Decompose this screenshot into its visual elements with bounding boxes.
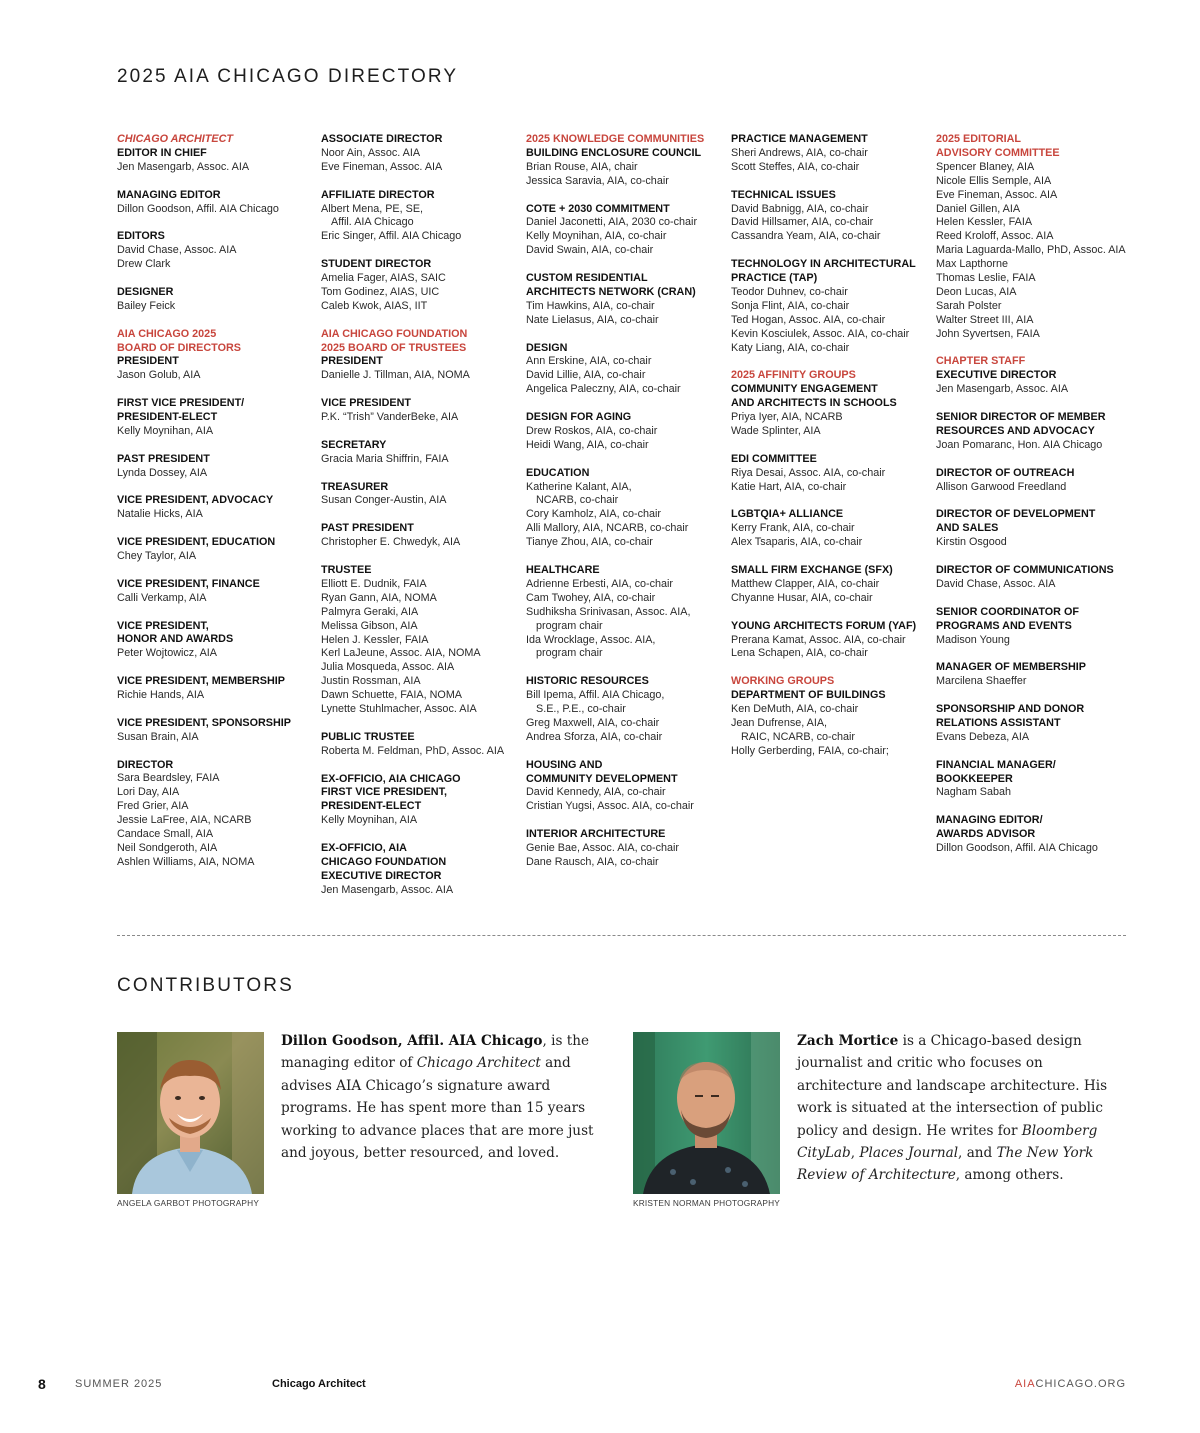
member-name: Ted Hogan, Assoc. AIA, co-chair bbox=[731, 313, 886, 326]
member-name: Dillon Goodson, Affil. AIA Chicago bbox=[117, 202, 279, 215]
role-heading: PROGRAMS AND EVENTS bbox=[936, 619, 1072, 632]
member-name: Jen Masengarb, Assoc. AIA bbox=[321, 883, 454, 896]
bio-text: , among others. bbox=[955, 1167, 1064, 1184]
member-name: Scott Steffes, AIA, co-chair bbox=[731, 160, 860, 173]
member-name: Julia Mosqueda, Assoc. AIA bbox=[321, 661, 455, 674]
directory-entry bbox=[731, 508, 936, 550]
role-heading: VICE PRESIDENT, bbox=[117, 619, 209, 632]
directory-entry bbox=[117, 759, 322, 870]
role-heading: EDITORS bbox=[117, 230, 165, 243]
page-number: 8 bbox=[38, 1376, 46, 1392]
member-name: David Chase, Assoc. AIA bbox=[936, 577, 1056, 590]
role-heading: VICE PRESIDENT, MEMBERSHIP bbox=[117, 675, 285, 688]
bio-text: and advises AIA Chicago’s signature award programs. He has spent more than 15 years working to advance places that are more just and joyous, better resourced, and loved. bbox=[281, 1055, 594, 1162]
role-heading: VICE PRESIDENT, SPONSORSHIP bbox=[117, 716, 291, 729]
member-name: Cassandra Yeam, AIA, co-chair bbox=[731, 230, 881, 243]
member-name: Bailey Feick bbox=[117, 299, 176, 312]
contributor-bio-1 bbox=[281, 1030, 596, 1164]
role-heading: BUILDING ENCLOSURE COUNCIL bbox=[526, 146, 702, 159]
directory-entry bbox=[321, 328, 526, 384]
directory-section-title: 2025 BOARD OF TRUSTEES bbox=[321, 341, 467, 354]
member-name: David Chase, Assoc. AIA bbox=[117, 244, 237, 257]
role-heading: COMMUNITY DEVELOPMENT bbox=[526, 772, 678, 785]
role-heading: YOUNG ARCHITECTS FORUM (YAF) bbox=[731, 619, 917, 632]
member-name: Albert Mena, PE, SE, bbox=[321, 202, 424, 215]
directory-entry bbox=[117, 453, 322, 481]
directory-entry bbox=[526, 411, 731, 453]
member-name: Drew Clark bbox=[117, 258, 171, 271]
member-name: Susan Brain, AIA bbox=[117, 730, 199, 743]
member-name: Tianye Zhou, AIA, co-chair bbox=[526, 536, 653, 549]
role-heading: AND ARCHITECTS IN SCHOOLS bbox=[731, 397, 897, 410]
directory-entry bbox=[526, 675, 731, 745]
directory-entry bbox=[321, 258, 526, 314]
section-divider bbox=[117, 935, 1126, 936]
member-name: Caleb Kwok, AIAS, IIT bbox=[321, 299, 428, 312]
member-name: Kevin Kosciulek, Assoc. AIA, co-chair bbox=[731, 327, 910, 340]
bio-text: Bloomberg CityLab bbox=[797, 1122, 1098, 1162]
role-heading: ARCHITECTS NETWORK (CRAN) bbox=[526, 285, 696, 298]
directory-entry bbox=[526, 342, 731, 398]
role-heading: DIRECTOR OF OUTREACH bbox=[936, 466, 1075, 479]
directory-entry bbox=[936, 355, 1136, 397]
member-name: Kerry Frank, AIA, co-chair bbox=[731, 522, 855, 535]
directory-entry bbox=[117, 328, 322, 384]
member-name: Angelica Paleczny, AIA, co-chair bbox=[526, 383, 681, 396]
member-name: Jean Dufrense, AIA, bbox=[731, 716, 828, 729]
directory-section-title: BOARD OF DIRECTORS bbox=[117, 341, 241, 354]
member-name: Daniel Gillen, AIA bbox=[936, 202, 1021, 215]
directory-section-title: WORKING GROUPS bbox=[731, 675, 835, 688]
directory-entry bbox=[117, 536, 322, 564]
member-name: Calli Verkamp, AIA bbox=[117, 591, 207, 604]
member-name: program chair bbox=[536, 647, 603, 660]
directory-entry bbox=[117, 397, 322, 439]
contributors-title: CONTRIBUTORS bbox=[117, 975, 294, 996]
page-title: 2025 AIA CHICAGO DIRECTORY bbox=[117, 66, 459, 87]
member-name: Cristian Yugsi, Assoc. AIA, co-chair bbox=[526, 800, 694, 813]
member-name: Amelia Fager, AIAS, SAIC bbox=[321, 272, 446, 285]
role-heading: ASSOCIATE DIRECTOR bbox=[321, 133, 443, 145]
directory-entry bbox=[526, 467, 731, 550]
member-name: Tom Godinez, AIAS, UIC bbox=[321, 285, 440, 298]
page-footer bbox=[0, 1376, 1200, 1396]
member-name: Justin Rossman, AIA bbox=[321, 675, 421, 688]
directory-section-title: 2025 KNOWLEDGE COMMUNITIES bbox=[526, 133, 705, 145]
directory-entry bbox=[117, 717, 322, 745]
member-name: Holly Gerberding, FAIA, co-chair; bbox=[731, 744, 889, 757]
directory-entry bbox=[526, 828, 731, 870]
role-heading: AWARDS ADVISOR bbox=[936, 828, 1036, 841]
directory-section-title: 2025 EDITORIAL bbox=[936, 133, 1022, 145]
member-name: Jen Masengarb, Assoc. AIA bbox=[117, 160, 250, 173]
directory-entry bbox=[936, 564, 1136, 592]
member-name: Teodor Duhnev, co-chair bbox=[731, 285, 848, 298]
role-heading: TECHNOLOGY IN ARCHITECTURAL bbox=[731, 258, 916, 271]
member-name: Jason Golub, AIA bbox=[117, 369, 201, 382]
role-heading: SPONSORSHIP AND DONOR bbox=[936, 703, 1085, 716]
member-name: Kerl LaJeune, Assoc. AIA, NOMA bbox=[321, 647, 481, 660]
role-heading: PAST PRESIDENT bbox=[321, 522, 414, 535]
member-name: Maria Laguarda-Mallo, PhD, Assoc. AIA bbox=[936, 244, 1126, 257]
member-name: Lynda Dossey, AIA bbox=[117, 466, 208, 479]
role-heading: EX-OFFICIO, AIA bbox=[321, 842, 407, 855]
member-name: Katie Hart, AIA, co-chair bbox=[731, 480, 847, 493]
member-name: Richie Hands, AIA bbox=[117, 689, 205, 702]
member-name: Jen Masengarb, Assoc. AIA bbox=[936, 383, 1069, 396]
member-name: Sudhiksha Srinivasan, Assoc. AIA, bbox=[526, 605, 691, 618]
directory-section-title: ADVISORY COMMITTEE bbox=[936, 146, 1060, 159]
member-name: Thomas Leslie, FAIA bbox=[936, 272, 1036, 285]
member-name: Tim Hawkins, AIA, co-chair bbox=[526, 299, 655, 312]
role-heading: FIRST VICE PRESIDENT/ bbox=[117, 397, 245, 410]
role-heading: TREASURER bbox=[321, 480, 389, 493]
role-heading: HEALTHCARE bbox=[526, 564, 600, 576]
bio-text: , bbox=[850, 1145, 860, 1162]
member-name: Gracia Maria Shiffrin, FAIA bbox=[321, 452, 449, 465]
role-heading: HONOR AND AWARDS bbox=[117, 633, 234, 646]
website-label bbox=[1015, 1378, 1126, 1390]
photo-credit-2: KRISTEN NORMAN PHOTOGRAPHY bbox=[633, 1198, 781, 1208]
role-heading: DEPARTMENT OF BUILDINGS bbox=[731, 689, 886, 702]
member-name: Sara Beardsley, FAIA bbox=[117, 772, 220, 785]
role-heading: EDITOR IN CHIEF bbox=[117, 146, 207, 159]
directory-entry bbox=[321, 133, 526, 175]
bio-text: is a Chicago-based design journalist and critic who focuses on architecture and landscape architecture. His work is situated at the intersection of public policy and design. He writes for bbox=[797, 1033, 1108, 1139]
member-name: Sheri Andrews, AIA, co-chair bbox=[731, 146, 868, 159]
role-heading: FIRST VICE PRESIDENT, bbox=[321, 786, 447, 799]
member-name: Christopher E. Chwedyk, AIA bbox=[321, 536, 461, 549]
role-heading: DIRECTOR OF DEVELOPMENT bbox=[936, 508, 1096, 521]
directory-entry bbox=[321, 522, 526, 550]
role-heading: CHICAGO FOUNDATION bbox=[321, 855, 447, 868]
member-name: Chyanne Husar, AIA, co-chair bbox=[731, 591, 873, 604]
directory-section-title: CHAPTER STAFF bbox=[936, 355, 1026, 368]
directory-section-title: CHICAGO ARCHITECT bbox=[117, 133, 233, 145]
member-name: Jessica Saravia, AIA, co-chair bbox=[526, 174, 669, 187]
member-name: Elliott E. Dudnik, FAIA bbox=[321, 577, 427, 590]
member-name: Drew Roskos, AIA, co-chair bbox=[526, 424, 658, 437]
directory-entry bbox=[321, 481, 526, 509]
contributor-bio-2 bbox=[797, 1030, 1117, 1187]
member-name: Cory Kamholz, AIA, co-chair bbox=[526, 508, 662, 521]
directory-entry bbox=[526, 272, 731, 328]
member-name: Bill Ipema, Affil. AIA Chicago, bbox=[526, 689, 665, 702]
role-heading: HISTORIC RESOURCES bbox=[526, 675, 649, 688]
member-name: Spencer Blaney, AIA bbox=[936, 160, 1035, 173]
directory-entry bbox=[731, 369, 936, 439]
directory-entry bbox=[321, 842, 526, 898]
directory-column-5 bbox=[936, 133, 1136, 870]
member-name: David Hillsamer, AIA, co-chair bbox=[731, 216, 874, 229]
directory-entry bbox=[731, 620, 936, 662]
directory-column-4 bbox=[731, 133, 936, 773]
role-heading: CUSTOM RESIDENTIAL bbox=[526, 272, 648, 285]
role-heading: LGBTQIA+ ALLIANCE bbox=[731, 508, 844, 521]
bio-text: , is the managing editor of bbox=[281, 1033, 590, 1072]
role-heading: INTERIOR ARCHITECTURE bbox=[526, 828, 666, 841]
member-name: Matthew Clapper, AIA, co-chair bbox=[731, 577, 880, 590]
role-heading: PRACTICE MANAGEMENT bbox=[731, 133, 868, 145]
directory-entry bbox=[321, 564, 526, 717]
member-name: NCARB, co-chair bbox=[536, 494, 619, 507]
contributor-photo-dillon-goodson bbox=[117, 1032, 264, 1194]
member-name: Dawn Schuette, FAIA, NOMA bbox=[321, 689, 463, 702]
directory-entry bbox=[526, 564, 731, 661]
role-heading: RELATIONS ASSISTANT bbox=[936, 716, 1061, 729]
member-name: Brian Rouse, AIA, chair bbox=[526, 160, 638, 173]
member-name: Danielle J. Tillman, AIA, NOMA bbox=[321, 369, 470, 382]
role-heading: PRESIDENT-ELECT bbox=[321, 800, 422, 813]
directory-entry bbox=[936, 508, 1136, 550]
directory-column-3 bbox=[526, 133, 731, 884]
member-name: Evans Debeza, AIA bbox=[936, 730, 1030, 743]
member-name: Allison Garwood Freedland bbox=[936, 480, 1067, 493]
member-name: Ken DeMuth, AIA, co-chair bbox=[731, 703, 859, 716]
directory-column-2 bbox=[321, 133, 526, 912]
member-name: Joan Pomaranc, Hon. AIA Chicago bbox=[936, 438, 1103, 451]
member-name: Wade Splinter, AIA bbox=[731, 424, 821, 437]
member-name: program chair bbox=[536, 619, 603, 632]
member-name: Helen J. Kessler, FAIA bbox=[321, 633, 429, 646]
directory-entry bbox=[936, 467, 1136, 495]
role-heading: DESIGN FOR AGING bbox=[526, 411, 632, 424]
member-name: Cam Twohey, AIA, co-chair bbox=[526, 591, 656, 604]
role-heading: MANAGING EDITOR bbox=[117, 188, 221, 201]
directory-entry bbox=[117, 189, 322, 217]
member-name: Kelly Moynihan, AIA bbox=[321, 814, 418, 827]
member-name: Sarah Polster bbox=[936, 299, 1002, 312]
member-name: Eric Singer, Affil. AIA Chicago bbox=[321, 230, 462, 243]
directory-entry bbox=[936, 606, 1136, 648]
role-heading: FINANCIAL MANAGER/ bbox=[936, 758, 1056, 771]
role-heading: PUBLIC TRUSTEE bbox=[321, 730, 415, 743]
directory-entry bbox=[321, 189, 526, 245]
member-name: Daniel Jaconetti, AIA, 2030 co-chair bbox=[526, 216, 698, 229]
member-name: Max Lapthorne bbox=[936, 258, 1009, 271]
bio-text: , and bbox=[958, 1145, 997, 1162]
member-name: Affil. AIA Chicago bbox=[331, 216, 414, 229]
member-name: Ann Erskine, AIA, co-chair bbox=[526, 355, 652, 368]
role-heading: HOUSING AND bbox=[526, 758, 603, 771]
role-heading: EDI COMMITTEE bbox=[731, 452, 817, 465]
member-name: Sonja Flint, AIA, co-chair bbox=[731, 299, 850, 312]
role-heading: SENIOR DIRECTOR OF MEMBER bbox=[936, 411, 1106, 424]
member-name: Ashlen Williams, AIA, NOMA bbox=[117, 855, 255, 868]
role-heading: PRACTICE (TAP) bbox=[731, 272, 818, 285]
directory-entry bbox=[526, 133, 731, 189]
member-name: Kelly Moynihan, AIA bbox=[117, 424, 214, 437]
member-name: Katherine Kalant, AIA, bbox=[526, 480, 632, 493]
member-name: Palmyra Geraki, AIA bbox=[321, 605, 419, 618]
member-name: Fred Grier, AIA bbox=[117, 800, 189, 813]
member-name: Heidi Wang, AIA, co-chair bbox=[526, 438, 649, 451]
member-name: Eve Fineman, Assoc. AIA bbox=[321, 160, 443, 173]
directory-entry bbox=[731, 564, 936, 606]
member-name: RAIC, NCARB, co-chair bbox=[741, 730, 855, 743]
bio-text: Places Journal bbox=[859, 1145, 959, 1162]
role-heading: SMALL FIRM EXCHANGE (SFX) bbox=[731, 564, 893, 576]
member-name: Lena Schapen, AIA, co-chair bbox=[731, 647, 868, 660]
directory-entry bbox=[936, 661, 1136, 689]
member-name: Roberta M. Feldman, PhD, Assoc. AIA bbox=[321, 744, 505, 757]
role-heading: RESOURCES AND ADVOCACY bbox=[936, 425, 1095, 437]
directory-entry bbox=[731, 453, 936, 495]
member-name: Noor Ain, Assoc. AIA bbox=[321, 146, 421, 159]
member-name: Eve Fineman, Assoc. AIA bbox=[936, 188, 1058, 201]
directory-entry bbox=[117, 578, 322, 606]
member-name: Genie Bae, Assoc. AIA, co-chair bbox=[526, 842, 680, 855]
member-name: David Lillie, AIA, co-chair bbox=[526, 369, 646, 382]
role-heading: AND SALES bbox=[936, 522, 999, 535]
directory-entry bbox=[117, 286, 322, 314]
role-heading: DESIGN bbox=[526, 341, 568, 354]
role-heading: MANAGER OF MEMBERSHIP bbox=[936, 661, 1086, 674]
bio-text: Chicago Architect bbox=[416, 1055, 541, 1072]
member-name: David Swain, AIA, co-chair bbox=[526, 244, 654, 257]
role-heading: PRESIDENT-ELECT bbox=[117, 411, 218, 424]
member-name: Ryan Gann, AIA, NOMA bbox=[321, 591, 437, 604]
magazine-name: Chicago Architect bbox=[272, 1378, 366, 1390]
member-name: Melissa Gibson, AIA bbox=[321, 619, 418, 632]
directory-entry bbox=[936, 411, 1136, 453]
directory-entry bbox=[936, 703, 1136, 745]
role-heading: COMMUNITY ENGAGEMENT bbox=[731, 383, 878, 396]
role-heading: EXECUTIVE DIRECTOR bbox=[321, 869, 442, 882]
role-heading: MANAGING EDITOR/ bbox=[936, 814, 1043, 827]
member-name: Jessie LaFree, AIA, NCARB bbox=[117, 814, 252, 827]
member-name: David Kennedy, AIA, co-chair bbox=[526, 786, 666, 799]
photo-credit-1: ANGELA GARBOT PHOTOGRAPHY bbox=[117, 1198, 260, 1208]
member-name: Lori Day, AIA bbox=[117, 786, 180, 799]
member-name: Neil Sondgeroth, AIA bbox=[117, 842, 218, 855]
member-name: Candace Small, AIA bbox=[117, 828, 214, 841]
directory-section-title: AIA CHICAGO 2025 bbox=[117, 327, 217, 340]
website-accent: AIA bbox=[1014, 1378, 1036, 1390]
issue-label: SUMMER 2025 bbox=[75, 1378, 163, 1390]
bio-text: The New York Review of Architecture bbox=[797, 1145, 1094, 1184]
member-name: Andrea Sforza, AIA, co-chair bbox=[526, 730, 663, 743]
directory-entry bbox=[731, 675, 936, 758]
directory-entry bbox=[117, 620, 322, 662]
member-name: Reed Kroloff, Assoc. AIA bbox=[936, 230, 1054, 243]
role-heading: COTE + 2030 COMMITMENT bbox=[526, 202, 670, 215]
member-name: Alex Tsaparis, AIA, co-chair bbox=[731, 536, 863, 549]
directory-entry bbox=[936, 759, 1136, 801]
role-heading: AFFILIATE DIRECTOR bbox=[321, 188, 435, 201]
member-name: Natalie Hicks, AIA bbox=[117, 508, 203, 521]
role-heading: EXECUTIVE DIRECTOR bbox=[936, 369, 1057, 382]
member-name: Susan Conger-Austin, AIA bbox=[321, 494, 447, 507]
member-name: Helen Kessler, FAIA bbox=[936, 216, 1033, 229]
directory-section-title: AIA CHICAGO FOUNDATION bbox=[321, 327, 468, 340]
role-heading: STUDENT DIRECTOR bbox=[321, 258, 432, 271]
directory-entry bbox=[526, 759, 731, 815]
directory-entry bbox=[731, 189, 936, 245]
role-heading: PRESIDENT bbox=[117, 355, 179, 368]
role-heading: TECHNICAL ISSUES bbox=[731, 188, 836, 201]
member-name: Deon Lucas, AIA bbox=[936, 285, 1017, 298]
directory-entry bbox=[117, 230, 322, 272]
role-heading: DIRECTOR bbox=[117, 758, 174, 771]
directory-entry bbox=[117, 133, 322, 175]
member-name: Lynette Stuhlmacher, Assoc. AIA bbox=[321, 703, 477, 716]
role-heading: SECRETARY bbox=[321, 438, 387, 451]
directory-entry bbox=[321, 773, 526, 829]
role-heading: TRUSTEE bbox=[321, 563, 372, 576]
directory-entry bbox=[117, 675, 322, 703]
role-heading: PAST PRESIDENT bbox=[117, 452, 210, 465]
bio-text: Dillon Goodson, Affil. AIA Chicago bbox=[281, 1033, 543, 1049]
role-heading: EX-OFFICIO, AIA CHICAGO bbox=[321, 772, 461, 785]
member-name: Madison Young bbox=[936, 633, 1010, 646]
directory-section-title: 2025 AFFINITY GROUPS bbox=[731, 369, 856, 382]
role-heading: VICE PRESIDENT bbox=[321, 397, 411, 410]
role-heading: PRESIDENT bbox=[321, 355, 383, 368]
contributor-photo-zach-mortice bbox=[633, 1032, 780, 1194]
member-name: Nate Lielasus, AIA, co-chair bbox=[526, 313, 659, 326]
directory-column-1 bbox=[117, 133, 322, 884]
member-name: Alli Mallory, AIA, NCARB, co-chair bbox=[526, 522, 689, 535]
member-name: Chey Taylor, AIA bbox=[117, 550, 197, 563]
member-name: David Babnigg, AIA, co-chair bbox=[731, 202, 869, 215]
role-heading: DIRECTOR OF COMMUNICATIONS bbox=[936, 564, 1114, 577]
role-heading: VICE PRESIDENT, ADVOCACY bbox=[117, 494, 274, 507]
directory-entry bbox=[117, 494, 322, 522]
directory-entry bbox=[526, 203, 731, 259]
member-name: Greg Maxwell, AIA, co-chair bbox=[526, 716, 660, 729]
directory-entry bbox=[321, 439, 526, 467]
member-name: P.K. “Trish” VanderBeke, AIA bbox=[321, 411, 459, 424]
member-name: S.E., P.E., co-chair bbox=[536, 703, 626, 716]
member-name: Ida Wrocklage, Assoc. AIA, bbox=[526, 633, 656, 646]
member-name: Kirstin Osgood bbox=[936, 536, 1007, 549]
member-name: Riya Desai, Assoc. AIA, co-chair bbox=[731, 466, 886, 479]
member-name: Prerana Kamat, Assoc. AIA, co-chair bbox=[731, 633, 906, 646]
member-name: John Syvertsen, FAIA bbox=[936, 327, 1040, 340]
directory-entry bbox=[731, 133, 936, 175]
member-name: Adrienne Erbesti, AIA, co-chair bbox=[526, 577, 674, 590]
directory-entry bbox=[731, 258, 936, 355]
role-heading: DESIGNER bbox=[117, 285, 174, 298]
member-name: Dane Rausch, AIA, co-chair bbox=[526, 855, 659, 868]
member-name: Katy Liang, AIA, co-chair bbox=[731, 341, 850, 354]
role-heading: EDUCATION bbox=[526, 466, 590, 479]
member-name: Nicole Ellis Semple, AIA bbox=[936, 174, 1052, 187]
role-heading: VICE PRESIDENT, FINANCE bbox=[117, 577, 260, 590]
member-name: Nagham Sabah bbox=[936, 786, 1012, 799]
member-name: Dillon Goodson, Affil. AIA Chicago bbox=[936, 842, 1098, 855]
member-name: Kelly Moynihan, AIA, co-chair bbox=[526, 230, 667, 243]
member-name: Peter Wojtowicz, AIA bbox=[117, 647, 218, 660]
member-name: Walter Street III, AIA bbox=[936, 313, 1034, 326]
directory-entry bbox=[936, 133, 1136, 342]
role-heading: BOOKKEEPER bbox=[936, 772, 1013, 785]
role-heading: VICE PRESIDENT, EDUCATION bbox=[117, 536, 276, 549]
bio-text: Zach Mortice bbox=[797, 1033, 899, 1049]
directory-entry bbox=[321, 731, 526, 759]
directory-entry bbox=[321, 397, 526, 425]
directory-entry bbox=[936, 814, 1136, 856]
member-name: Marcilena Shaeffer bbox=[936, 675, 1027, 688]
role-heading: SENIOR COORDINATOR OF bbox=[936, 605, 1079, 618]
member-name: Priya Iyer, AIA, NCARB bbox=[731, 411, 843, 424]
website-rest: CHICAGO.ORG bbox=[1035, 1378, 1126, 1390]
